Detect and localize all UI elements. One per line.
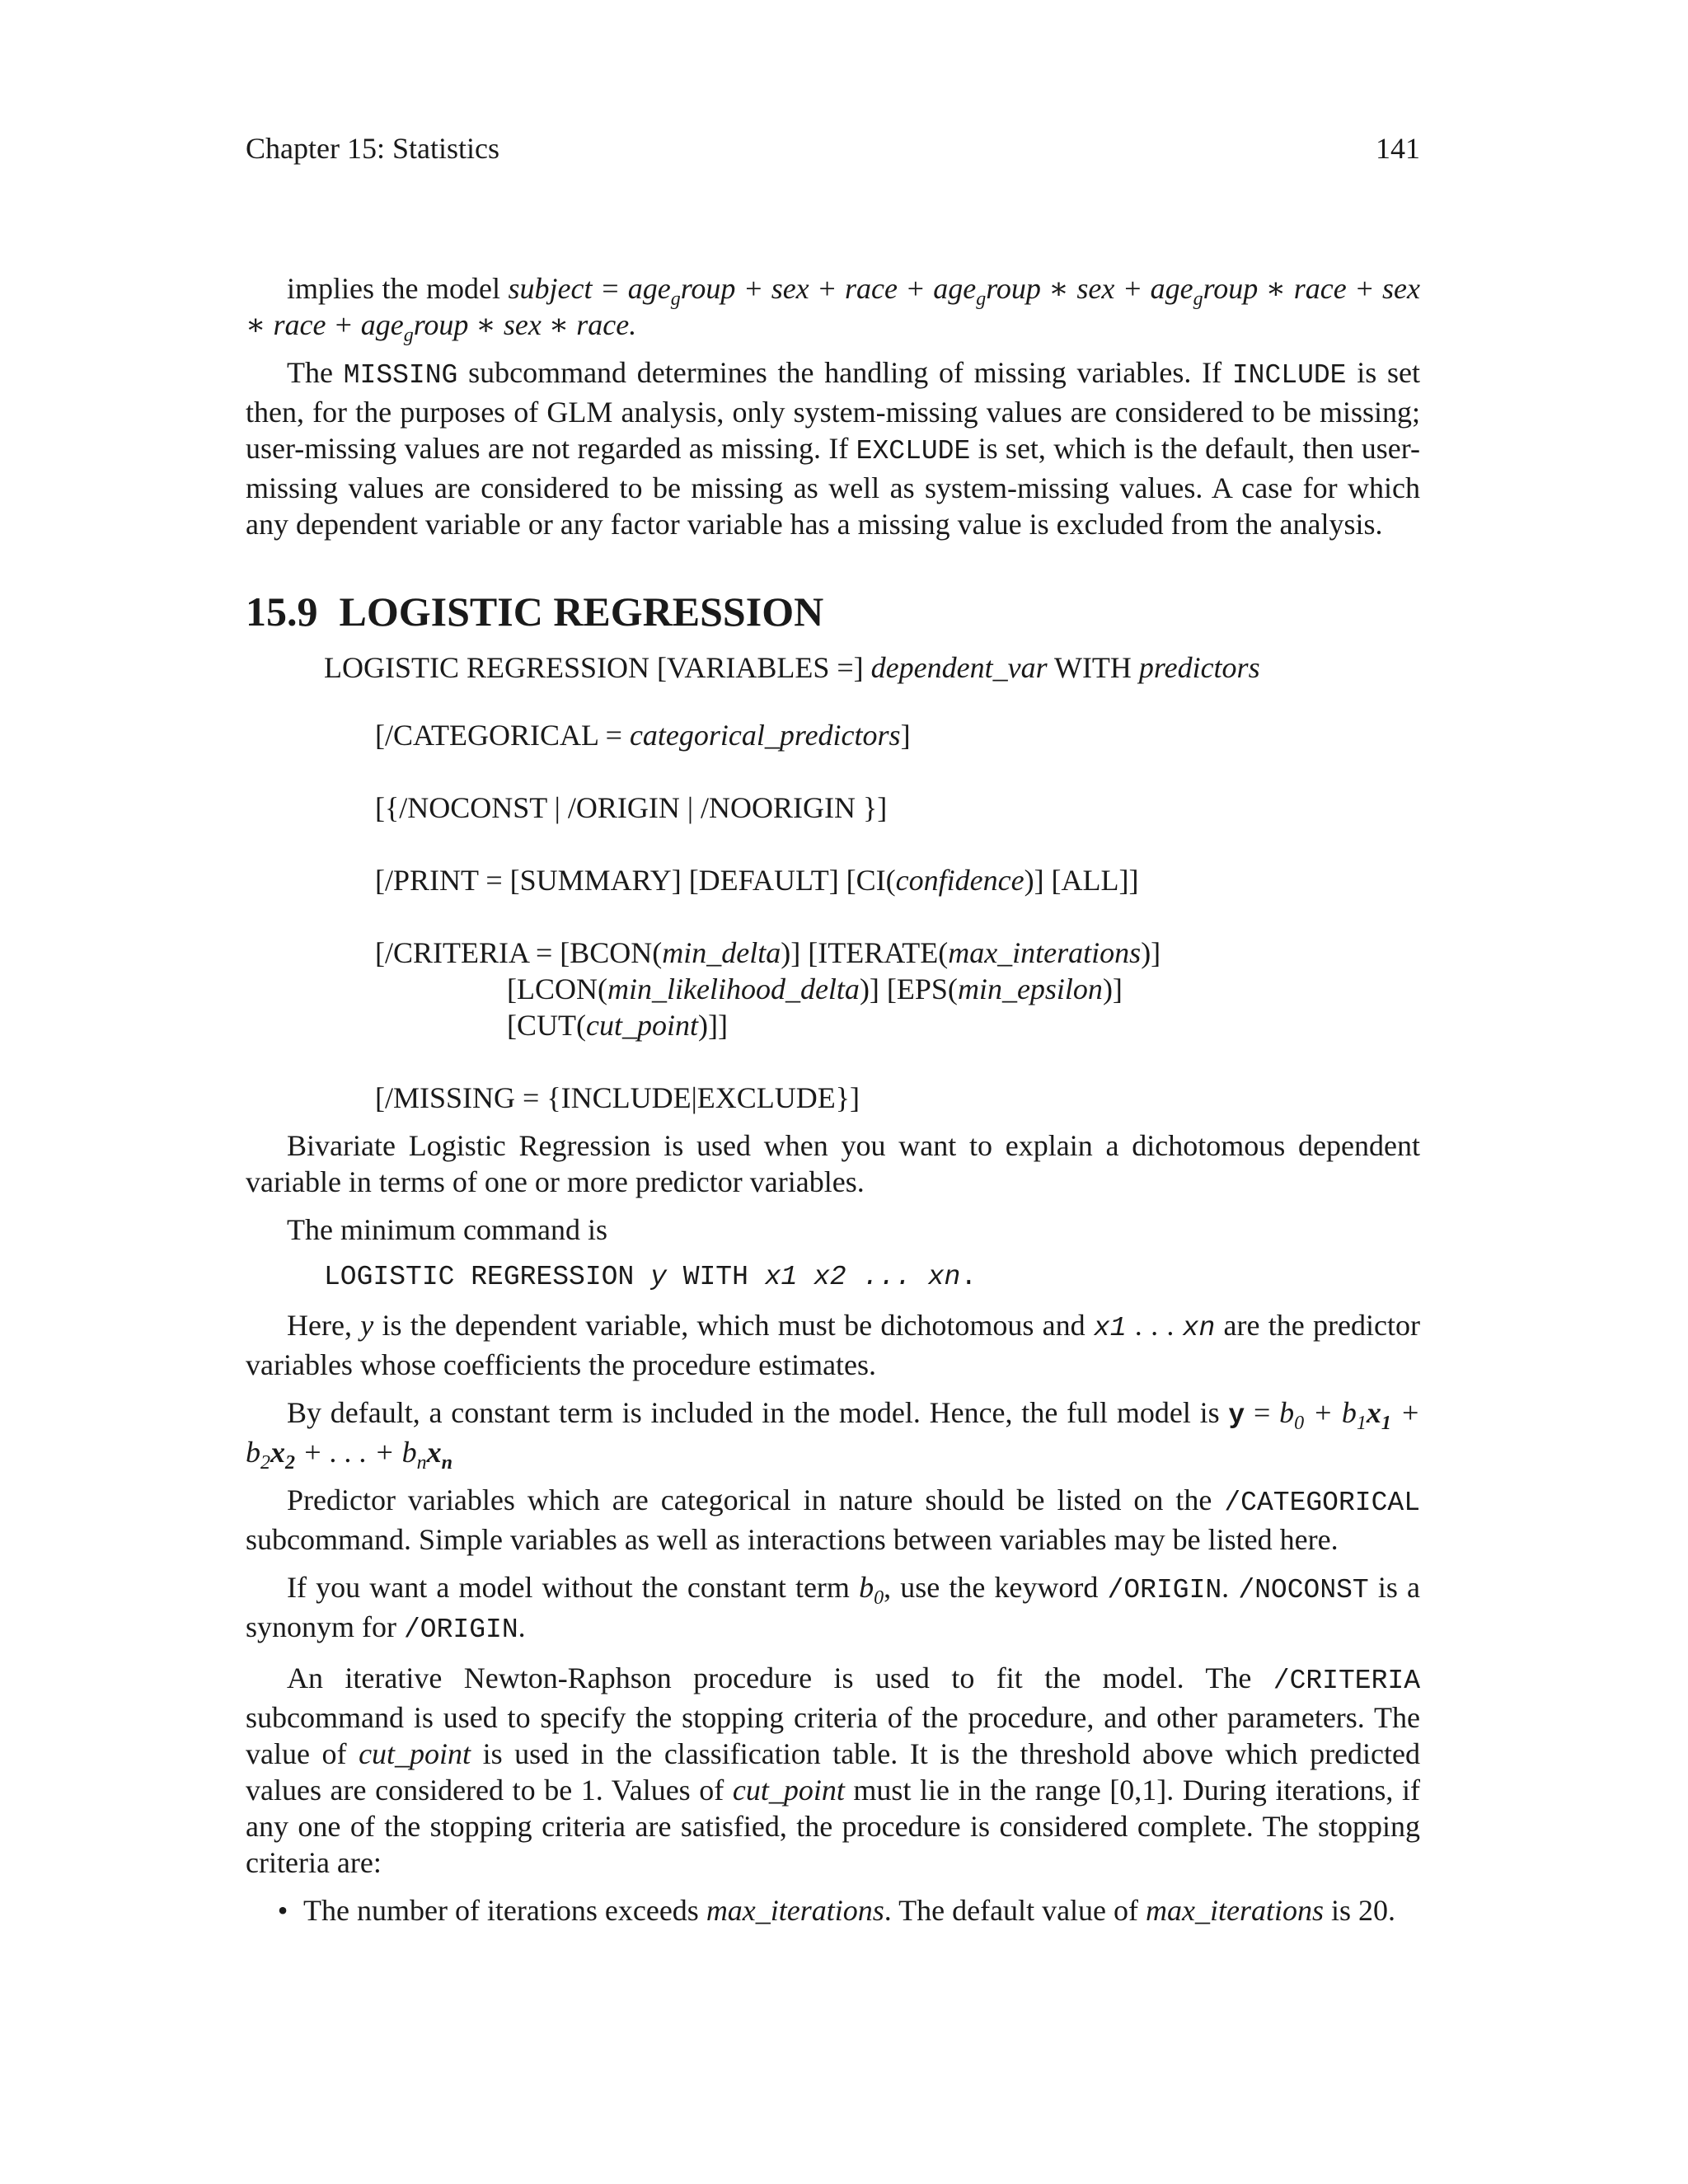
bivariate-paragraph: Bivariate Logistic Regression is used when you want to explain a dichotomous dependent variable in terms of one or more predictor variables. — [246, 1129, 1420, 1198]
iteration-paragraph: An iterative Newton-Raphson procedure is used to fit the model. The /CRITERIA subcommand is used to specify the stopping criteria of the procedure, and other parameters. The value of cut_point is used in the classification table. It is the threshold above which predicted values are considered to be 1. Values of cut_point must lie in the range [0,1]. During iterations, if any one of the stopping criteria are satisfied, the procedure is considered complete. The stopping criteria are: — [246, 1661, 1420, 1879]
chapter-title: Chapter 15: Statistics — [246, 132, 499, 165]
running-header — [246, 130, 1420, 166]
synopsis-print: [/PRINT = [SUMMARY] [DEFAULT] [CI(confidence)] [ALL]] — [375, 864, 1139, 897]
here-paragraph: Here, y is the dependent variable, which must be dichotomous and x1 . . . xn are the predictor variables whose coefficients the procedure estimates. — [246, 1309, 1420, 1381]
missing-paragraph: The MISSING subcommand determines the handling of missing variables. If INCLUDE is set then, for the purposes of GLM analysis, only system-missing values are considered to be missing; user-missing values are not regarded as missing. If EXCLUDE is set, which is the default, then user-missing values are considered to be missing as well as system-missing values. A case for which any dependent variable or any factor variable has a missing value is excluded from the analysis. — [246, 356, 1420, 541]
section-heading: 15.9 LOGISTIC REGRESSION — [246, 588, 824, 635]
origin-paragraph: If you want a model without the constant term $b_0$, use the keyword /ORIGIN. /NOCONST is a synonym for /ORIGIN. — [246, 1571, 1421, 1645]
bullet-icon: • — [277, 1894, 288, 1927]
model-paragraph: implies the model subject = age$_g$roup + sex + race + age$_g$roup ∗ sex + age$_g$roup ∗ race + sex ∗ race + age$_g$roup ∗ sex ∗ race. — [246, 272, 1420, 347]
synopsis-line-1: LOGISTIC REGRESSION [VARIABLES =] dependent_var WITH predictors — [324, 651, 1260, 684]
default-model-paragraph: By default, a constant term is included in the model. Hence, the full model is $y = b_0 + b_1x_1 + b_2x_2$ + . . . + $b_nx_n$ — [246, 1396, 1420, 1474]
synopsis-missing: [/MISSING = {INCLUDE|EXCLUDE}] — [375, 1081, 860, 1114]
page-body — [246, 270, 1420, 1929]
page-number: 141 — [1376, 132, 1420, 165]
minimum-paragraph: The minimum command is — [287, 1213, 607, 1246]
list-item: • The number of iterations exceeds max_iterations. The default value of max_iterations is 20. — [246, 1892, 1420, 1929]
categorical-paragraph: Predictor variables which are categorical in nature should be listed on the /CATEGORICAL subcommand. Simple variables as well as interactions between variables may be listed here. — [246, 1483, 1420, 1556]
synopsis-origin: [{/NOCONST | /ORIGIN | /NOORIGIN }] — [375, 791, 888, 824]
minimum-command-code: LOGISTIC REGRESSION y WITH x1 x2 ... xn. — [324, 1262, 978, 1292]
synopsis-criteria: [/CRITERIA = [BCON(min_delta)] [ITERATE(max_interations)] [LCON(min_likelihood_delta)] [EPS(min_epsilon)] [CUT(cut_point)]] — [375, 936, 1161, 1042]
synopsis-categorical: [/CATEGORICAL = categorical_predictors] — [375, 719, 911, 752]
